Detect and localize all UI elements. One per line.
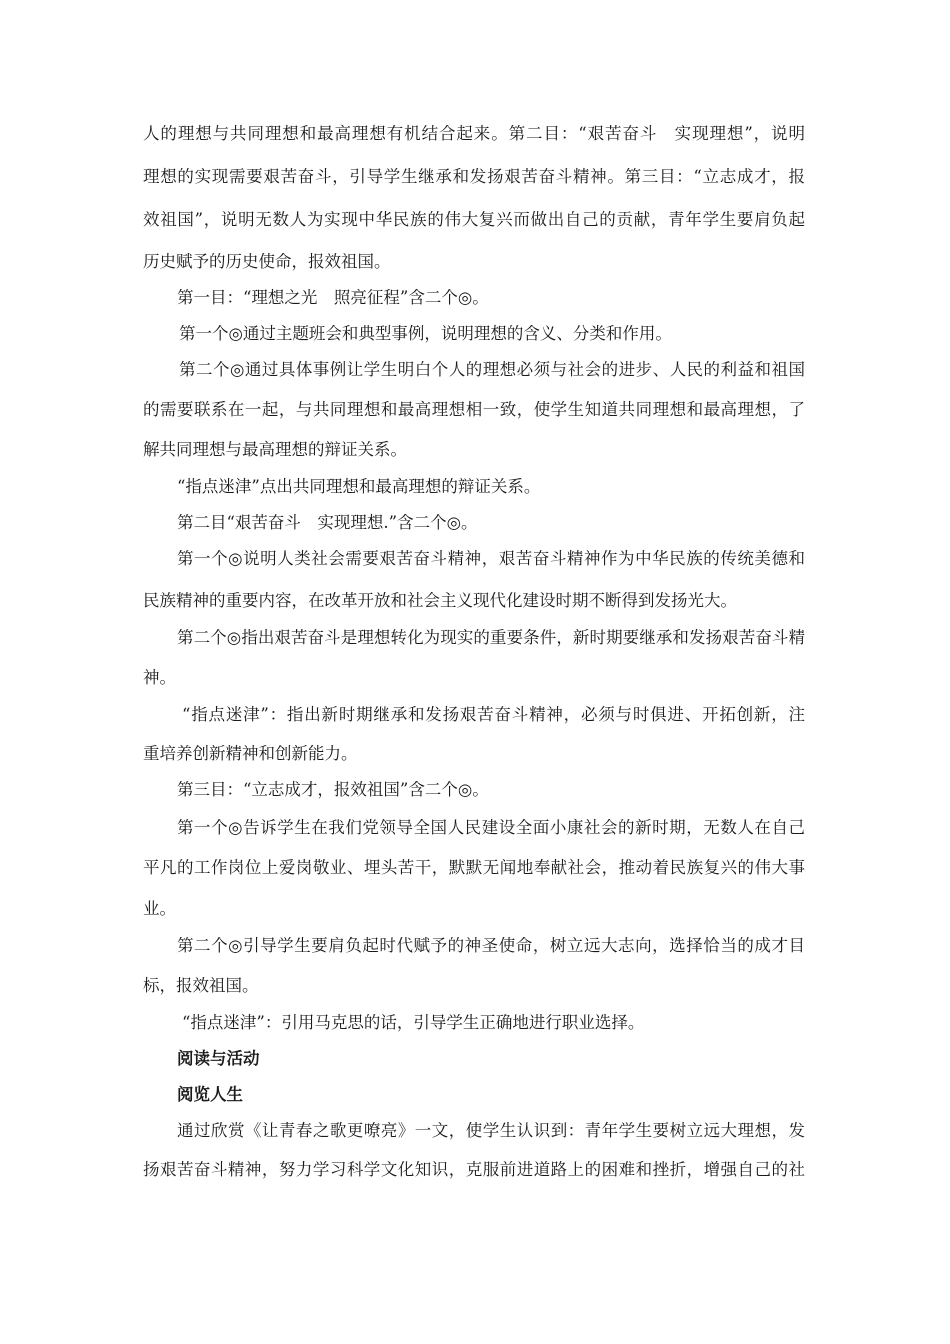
text-line: 神。 — [143, 668, 176, 687]
text-line: 通过欣赏《让青春之歌更嘹亮》一文，使学生认识到：青年学生要树立远大理想，发 — [177, 1121, 806, 1140]
text-line: “指点迷津”点出共同理想和最高理想的辩证关系。 — [177, 477, 541, 496]
text-line: 平凡的工作岗位上爱岗敬业、埋头苦干，默默无闻地奉献社会，推动着民族复兴的伟大事 — [143, 858, 806, 877]
text-line: “指点迷津”：指出新时期继承和发扬艰苦奋斗精神，必须与时俱进、开拓创新，注 — [182, 705, 806, 724]
text-line: 第一个◎告诉学生在我们党领导全国人民建设全面小康社会的新时期，无数人在自己 — [177, 818, 806, 837]
text-line: 历史赋予的历史使命，报效祖国。 — [143, 252, 391, 271]
subsection-heading: 阅览人生 — [177, 1085, 243, 1104]
text-line: 第三目：“立志成才，报效祖国”含二个◎。 — [177, 780, 489, 799]
text-line: “指点迷津”：引用马克思的话，引导学生正确地进行职业选择。 — [182, 1013, 645, 1032]
text-line: 扬艰苦奋斗精神，努力学习科学文化知识，克服前进道路上的困难和挫折，增强自己的社 — [143, 1160, 806, 1179]
text-line: 理想的实现需要艰苦奋斗，引导学生继承和发扬艰苦奋斗精神。第三目：“立志成才，报 — [143, 167, 806, 186]
text-line: 人的理想与共同理想和最高理想有机结合起来。第二目：“艰苦奋斗 实现理想”，说明 — [143, 124, 806, 143]
text-line: 标，报效祖国。 — [143, 976, 259, 995]
text-line: 业。 — [143, 899, 176, 918]
text-line: 第二个◎指出艰苦奋斗是理想转化为现实的重要条件，新时期要继承和发扬艰苦奋斗精 — [177, 628, 806, 647]
section-heading: 阅读与活动 — [177, 1049, 260, 1068]
text-line: 第二个◎通过具体事例让学生明白个人的理想必须与社会的进步、人民的利益和祖国 — [179, 360, 806, 379]
text-line: 第一个◎通过主题班会和典型事例，说明理想的含义、分类和作用。 — [179, 324, 672, 343]
text-line: 第二目“艰苦奋斗 实现理想.”含二个◎。 — [177, 513, 478, 532]
text-line: 解共同理想与最高理想的辩证关系。 — [143, 440, 407, 459]
text-line: 的需要联系在一起，与共同理想和最高理想相一致，使学生知道共同理想和最高理想，了 — [143, 400, 806, 419]
text-line: 重培养创新精神和创新能力。 — [143, 744, 358, 763]
text-line: 民族精神的重要内容，在改革开放和社会主义现代化建设时期不断得到发扬光大。 — [143, 591, 737, 610]
text-line: 第一个◎说明人类社会需要艰苦奋斗精神，艰苦奋斗精神作为中华民族的传统美德和 — [177, 549, 806, 568]
text-line: 第二个◎引导学生要肩负起时代赋予的神圣使命，树立远大志向，选择恰当的成才目 — [177, 936, 806, 955]
text-line: 第一目：“理想之光 照亮征程”含二个◎。 — [177, 288, 489, 307]
text-line: 效祖国”，说明无数人为实现中华民族的伟大复兴而做出自己的贡献，青年学生要肩负起 — [143, 210, 806, 229]
